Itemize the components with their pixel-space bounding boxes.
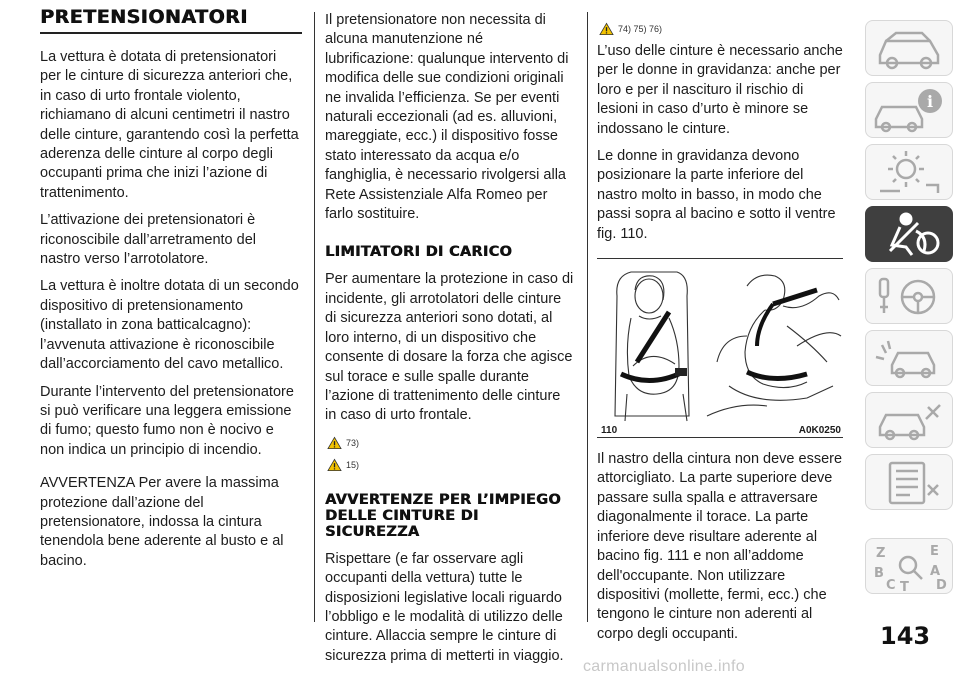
- technical-data-icon: [866, 455, 952, 509]
- paragraph: La vettura è inoltre dotata di un secondo dispositivo di pretensionamento (installato in zona batticalcagno): l’avvenuta attivazione è riconoscibile dall’accorciamento del cavo metallico.: [40, 278, 299, 373]
- paragraph: L’attivazione dei pretensionatori è riconoscibile dall’arretramento del nastro verso l’arrotolatore.: [40, 212, 256, 268]
- index-letter: Z: [876, 546, 886, 561]
- figure-top-rule: [597, 258, 843, 259]
- heading-avvertenze: AVVERTENZE PER L’IMPIEGO DELLE CINTURE DI SICUREZZA: [325, 491, 561, 540]
- chapter-sidebar: [855, 0, 960, 678]
- heading-limitatori: LIMITATORI DI CARICO: [325, 244, 513, 261]
- column-divider: [587, 12, 588, 622]
- column-1: [40, 0, 300, 579]
- index-letter: D: [936, 578, 947, 593]
- warning-ref-number: 73): [346, 437, 360, 448]
- tab-dashboard-lights[interactable]: [865, 144, 953, 200]
- tab-info[interactable]: [865, 82, 953, 138]
- column-divider: [314, 12, 315, 622]
- figure-bottom-rule: [597, 437, 843, 438]
- tab-maintenance[interactable]: [865, 392, 953, 448]
- watermark: carmanualsonline.info: [583, 658, 745, 675]
- svg-text:i: i: [927, 92, 934, 111]
- paragraph: Il nastro della cintura non deve essere attorcigliato. La parte superiore deve passare sulla spalla e attraversare diagonalmente il torace. La parte inferiore deve risultare aderente al bacino fig. 111 e non all’addome dell'occupante. Non utilizzare dispositivi (mollette, fermi, ecc.) che tengono le cinture non aderenti al corpo degli occupanti.: [597, 451, 843, 642]
- warning-paragraph: AVVERTENZA Per avere la massima protezione dall’azione del pretensionatore, indossa la cintura tenendola bene aderente al busto e al bacino.: [40, 475, 284, 569]
- warning-ref: [599, 20, 847, 38]
- figure-number: 110: [601, 425, 618, 437]
- tab-index[interactable]: [865, 538, 953, 594]
- figure-110: [597, 258, 843, 438]
- tab-emergency[interactable]: [865, 330, 953, 386]
- column-3: [597, 0, 847, 652]
- section-title-pretensionatori: PRETENSIONATORI: [40, 6, 248, 28]
- paragraph: Durante l’intervento del pretensionatore si può verificare una leggera emissione di fumo; questo fumo non è nocivo e non indica un principio di incendio.: [40, 383, 294, 458]
- index-letter: A: [930, 564, 941, 579]
- paragraph: Il pretensionatore non necessita di alcuna manutenzione né lubrificazione: qualunque intervento di modifica delle sue condizioni originali ne invalida l’efficienza. Se per eventi naturali eccezionali (ad es. alluvioni, mareggiate, ecc.) il dispositivo fosse stato interessato da acqua e/o fanghiglia, è necessario rivolgersi alla Rete Assistenziale Alfa Romeo per farlo sostituire.: [325, 12, 569, 223]
- paragraph: Le donne in gravidanza devono posizionare la parte inferiore del nastro molto in basso, in modo che passi sopra al bacino e sotto il ventre fig. 110.: [597, 148, 836, 242]
- title-underline: [40, 32, 302, 34]
- attention-triangle-icon: [327, 458, 342, 472]
- warning-ref-number: 15): [346, 459, 360, 470]
- safety-icon: [866, 207, 952, 261]
- tab-technical-data[interactable]: [865, 454, 953, 510]
- maintenance-icon: [866, 393, 952, 447]
- info-car-icon: [866, 83, 952, 137]
- paragraph: Rispettare (e far osservare agli occupanti della vettura) tutte le disposizioni legislative locali riguardo l’obbligo e le modalità di utilizzo delle cinture. Allaccia sempre le cinture di sicurezza prima di metterti in viaggio.: [325, 550, 564, 664]
- index-letter: E: [930, 544, 939, 559]
- paragraph: L’uso delle cinture è necessario anche per le donne in gravidanza: anche per loro e per il nascituro il rischio di lesioni in caso d’urto è minore se indossano le cinture.: [597, 43, 843, 137]
- emergency-icon: [866, 331, 952, 385]
- warning-ref: [327, 456, 575, 474]
- warning-ref: [327, 434, 575, 452]
- warning-triangle-icon: [327, 436, 342, 450]
- paragraph: La vettura è dotata di pretensionatori per le cinture di sicurezza anteriori che, in caso di urto frontale violento, richiamano di alcuni centimetri il nastro delle cinture, garantendo così la perfetta aderenza delle cinture al corpo degli occupanti prima che inizi l’azione di trattenimento.: [40, 49, 299, 201]
- index-letter: T: [900, 580, 909, 593]
- warning-triangle-icon: [599, 22, 614, 36]
- tab-car-knowledge[interactable]: [865, 20, 953, 76]
- pregnant-woman-seatbelt-illustration: [597, 266, 843, 426]
- index-letter: C: [886, 578, 896, 593]
- tab-starting-driving[interactable]: [865, 268, 953, 324]
- figure-code: A0K0250: [798, 425, 841, 437]
- index-icon: [866, 539, 952, 593]
- warning-ref-numbers: 74) 75) 76): [618, 24, 663, 34]
- tab-safety[interactable]: [865, 206, 953, 262]
- page-number: 143: [880, 622, 931, 650]
- column-2: [325, 0, 575, 674]
- car-icon: [866, 21, 952, 75]
- dashboard-lights-icon: [866, 145, 952, 199]
- paragraph: Per aumentare la protezione in caso di incidente, gli arrotolatori delle cinture di sicurezza anteriori sono dotati, al loro interno, di un dispositivo che consente di dosare la forza che agisce sul torace e sulle spalle durante l’azione di trattenimento delle cinture in caso di urto frontale.: [325, 271, 574, 424]
- starting-driving-icon: [866, 269, 952, 323]
- index-letter: B: [874, 566, 884, 581]
